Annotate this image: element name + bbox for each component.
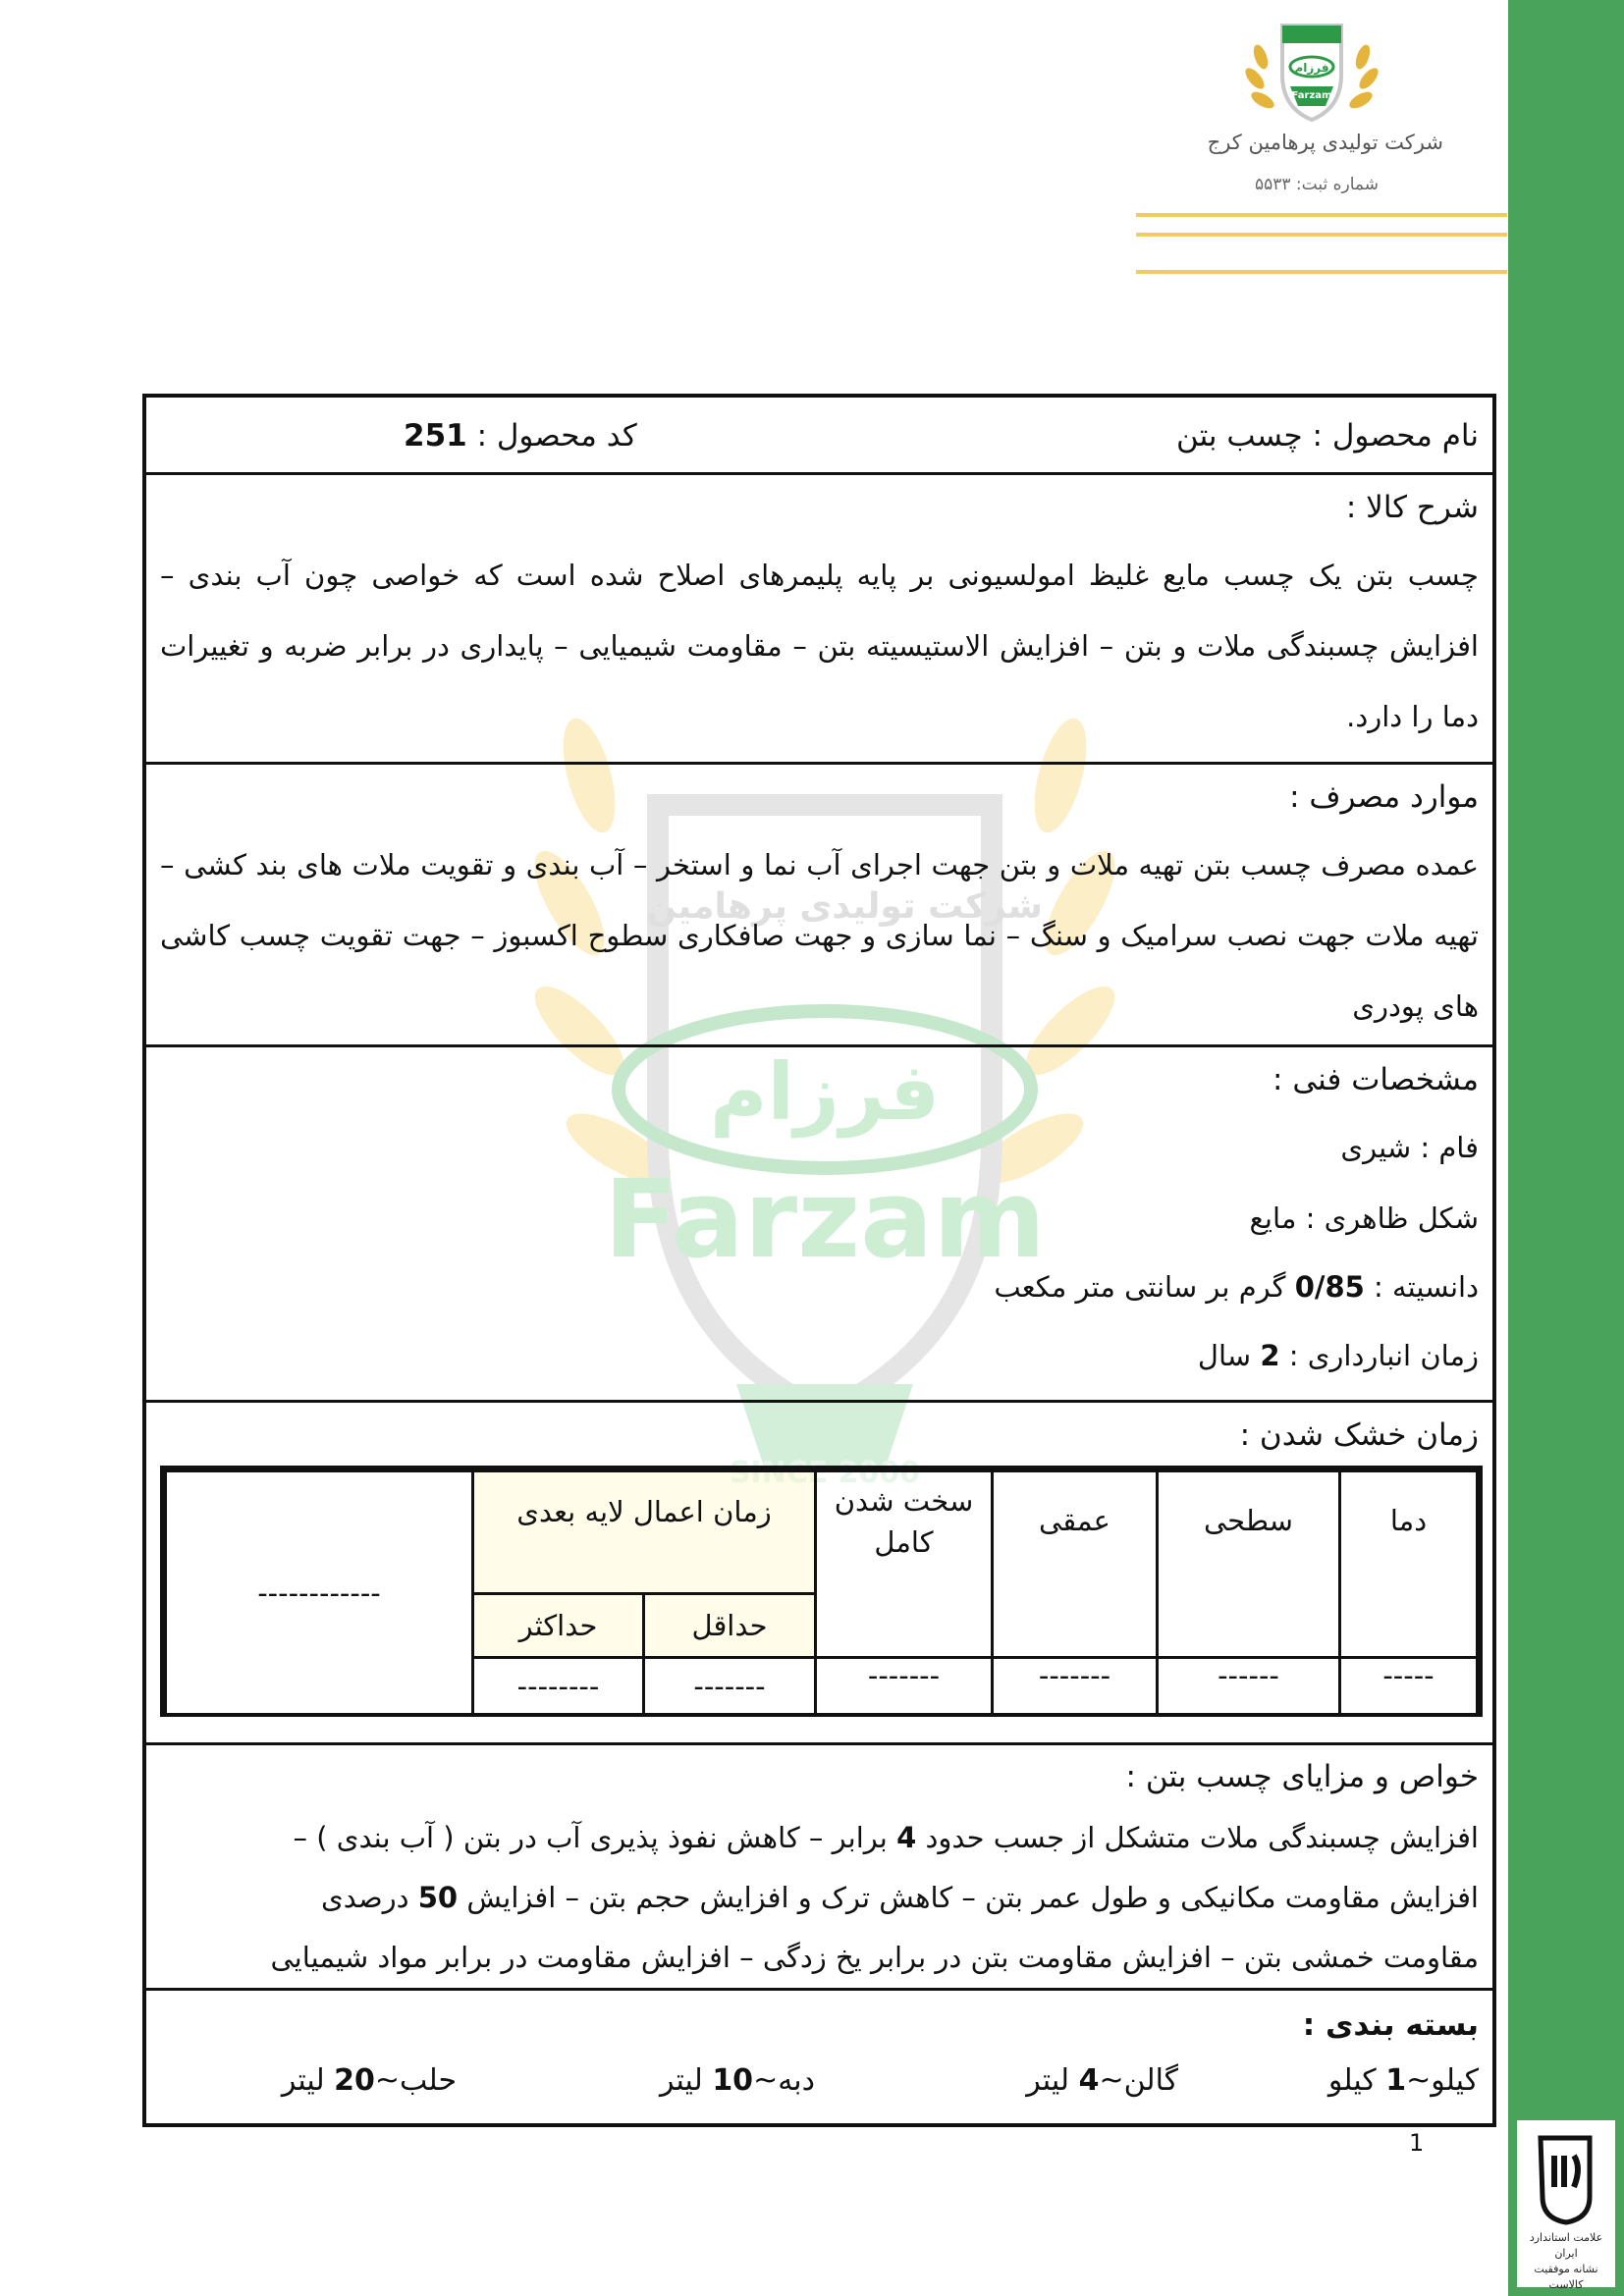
spec-storage: زمان انبارداری : 2 سال [1197,1339,1479,1372]
packaging-section [146,1991,1492,2123]
header-max: حداکثر [473,1594,644,1658]
value-full-cure: ------- [816,1658,993,1715]
spec-density: دانسیته : 0/85 گرم بر سانتی متر مکعب [994,1270,1479,1304]
drying-section [146,1403,1492,1745]
drying-title: زمان خشک شدن : [1239,1417,1479,1453]
header-line-3 [1136,270,1507,274]
value-min: ------- [644,1658,816,1715]
product-code [404,398,637,475]
header-depth: عمقی [993,1471,1158,1658]
product-name: نام محصول : چسب بتن [1175,418,1479,454]
watermark-text-en: Farzam [603,1156,1047,1282]
pack-item-4: حلب~20 لیتر [281,2063,457,2098]
pack-item-2: گالن~4 لیتر [1026,2063,1178,2098]
drying-table [160,1466,1483,1717]
packaging-items [146,2059,1492,2118]
description-title: شرح کالا : [1345,490,1479,525]
usage-body: عمده مصرف چسب بتن تهیه ملات و بتن جهت اجرای آب نما و استخر – آب بندی و تقویت ملات های بند کشی – تهیه ملات جهت نصب سرامیک و سنگ – نما سازی و جهت صافکاری سطوح اکسبوز – جهت تقویت چسب کاشی های پودری [160,848,1479,1023]
benefits-line-1: افزایش چسبندگی ملات متشکل از جسب حدود 4 برابر – کاهش نفوذ پذیری آب در بتن ( آب بندی ) – [293,1821,1479,1854]
specs-section [146,1047,1492,1403]
standard-text-1: علامت استاندارد ایران [1529,2231,1603,2260]
pack-item-1: کیلو~1 کیلو [1327,2063,1479,2098]
value-surface: ------ [1158,1658,1340,1715]
watermark-since: SINCE 2000 [729,1456,921,1490]
product-code-label: کد محصول : [476,418,637,454]
company-logo [1239,18,1384,133]
watermark-company: شرکت تولیدی پرهامین [646,886,1043,927]
benefits-line-3: مقاومت خمشی بتن – افزایش مقاومت بتن در برابر یخ زدگی – افزایش مقاومت در برابر مواد شیمیایی [270,1941,1479,1974]
page-number: 1 [1409,2129,1425,2157]
iran-standard-mark [1517,2120,1615,2291]
specs-title: مشخصات فنی : [1272,1062,1479,1097]
packaging-title: بسته بندی : [1302,2007,1479,2043]
benefits-line-2: افزایش مقاومت مکانیکی و طول عمر بتن – کاهش ترک و افزایش حجم بتن – افزایش 50 درصدی [321,1881,1479,1914]
company-name: شرکت تولیدی پرهامین کرج [1207,131,1443,154]
header-line-1 [1136,213,1507,217]
side-green-stripe [1508,0,1624,2296]
watermark-text-fa: فرزام [709,1046,941,1138]
logo-text-en: Farzam [1291,90,1332,101]
description-section [146,475,1492,765]
header-temp: دما [1340,1471,1478,1658]
benefits-title: خواص و مزایای چسب بتن : [1125,1759,1479,1794]
value-depth: ------- [993,1658,1158,1715]
value-max: -------- [473,1658,644,1715]
product-row [146,398,1492,475]
benefits-section [146,1745,1492,1991]
usage-section [146,765,1492,1047]
header-next-layer: زمان اعمال لایه بعدی [473,1471,816,1594]
header-surface: سطحی [1158,1471,1340,1658]
product-code-value: 251 [404,418,467,454]
spec-storage-value: 2 [1260,1339,1280,1372]
spec-density-value: 0/85 [1294,1270,1365,1304]
spec-appearance: شکل ظاهری : مایع [1249,1201,1479,1235]
pack-item-3: دبه~10 لیتر [659,2063,815,2098]
registration-number: شماره ثبت: ۵۵۳۳ [1255,175,1379,194]
logo-text-fa: فرزام [1294,61,1329,75]
usage-title: موارد مصرف : [1289,779,1479,815]
description-body: چسب بتن یک چسب مایع غلیظ امولسیونی بر پایه پلیمرهای اصلاح شده است که خواصی چون آب بندی – افزایش چسبندگی ملات و بتن – افزایش الاستیسیته بتن – مقاومت شیمیایی – پایداری در برابر ضربه و تغییرات دما را دارد. [160,559,1479,733]
header-line-2 [1136,233,1507,237]
product-spec-table [142,394,1496,2127]
standard-logo-icon [1535,2128,1597,2226]
value-temp: ----- [1340,1658,1478,1715]
header-min: حداقل [644,1594,816,1658]
spec-color: فام : شیری [1340,1131,1479,1164]
standard-text-2: نشانه موفقیت کالاست [1534,2263,1598,2291]
header-full-cure: سخت شدن کامل [816,1471,993,1658]
extra-value: ------------ [166,1471,473,1715]
